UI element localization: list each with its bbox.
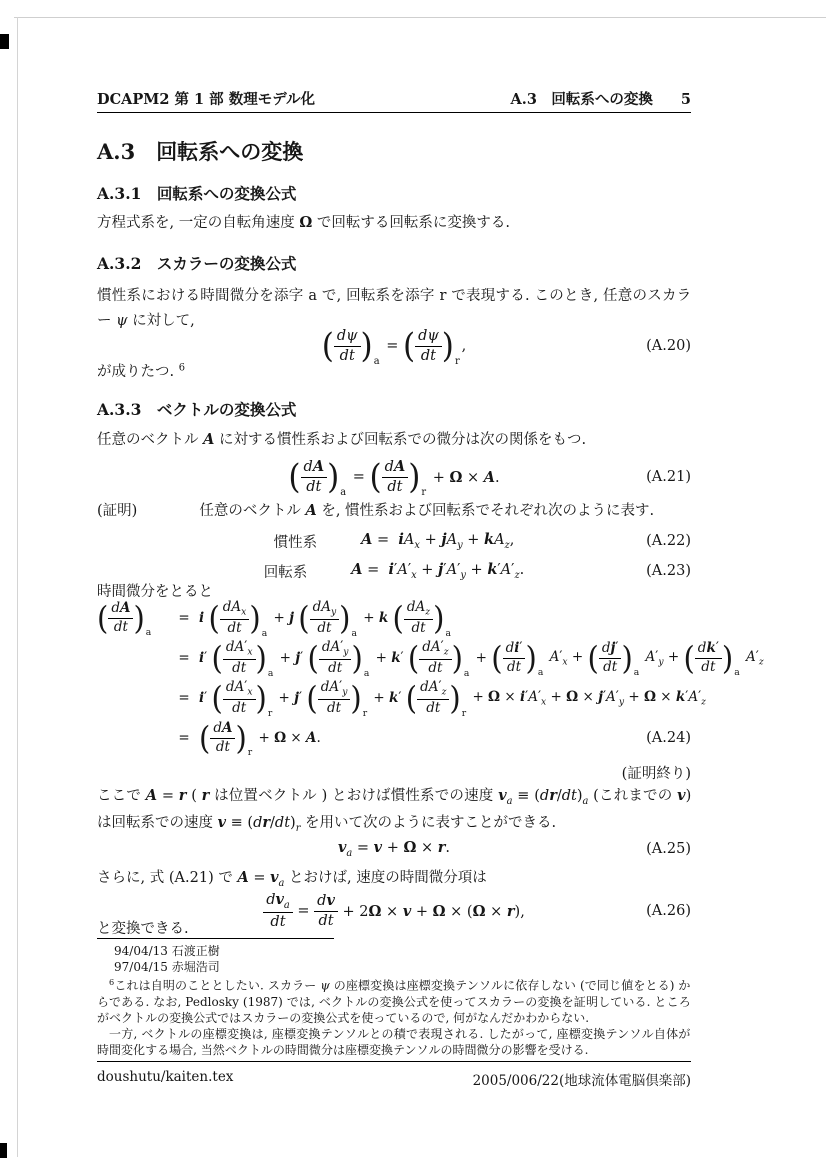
equation-number: (A.20)	[646, 338, 691, 354]
proof-label: (証明)	[97, 503, 138, 519]
equation-number: (A.26)	[646, 903, 691, 919]
paragraph-after-a20: が成りたつ. $^6$	[97, 362, 185, 380]
derivation-rhs	[199, 598, 453, 640]
close-paren: )	[255, 679, 267, 716]
frame-subscript: a	[363, 668, 370, 680]
derivation-rhs	[199, 638, 764, 680]
close-paren: )	[249, 599, 261, 636]
close-paren: )	[451, 639, 463, 676]
fraction	[97, 599, 153, 639]
fraction	[369, 457, 428, 499]
open-paren: (	[369, 457, 382, 497]
numerator: $dv_a$	[263, 892, 293, 913]
denominator: dt	[387, 478, 403, 495]
math-text: $A = i'A'_x + j'A'_y + k'A'_z$.	[351, 561, 525, 581]
numerator: di′	[503, 641, 526, 659]
section-title-a33: A.3.3 ベクトルの変換公式	[97, 400, 297, 419]
fraction	[321, 326, 382, 368]
fraction	[405, 678, 468, 720]
fraction	[306, 678, 369, 720]
close-paren: )	[721, 639, 734, 676]
derivation-rhs	[199, 678, 706, 720]
math-text: $v_a = v + \Omega \times r$.	[337, 839, 451, 859]
math-text: $A'_x$ +	[549, 648, 584, 668]
scan-artifact-blob	[0, 1143, 7, 1158]
numerator: $dA'_z$	[419, 640, 451, 660]
paragraph-a31: 方程式系を, 一定の自転角速度 Ω で回転する回転系に変換する.	[97, 214, 510, 231]
fraction	[211, 638, 276, 680]
close-paren: )	[350, 679, 362, 716]
derivation-row	[97, 638, 764, 680]
math-text: + k	[363, 610, 389, 626]
equation-content	[321, 326, 467, 368]
frame-subscript: a	[351, 628, 357, 640]
numerator: dψ	[334, 328, 361, 347]
paragraph-time-derivative: 時間微分をとると	[97, 584, 213, 600]
paragraph-a33: 任意のベクトル A に対する慣性系および回転系での微分は次の関係をもつ.	[97, 431, 587, 448]
close-paren: )	[235, 719, 247, 756]
equation-label: 慣性系	[273, 534, 318, 551]
footnote-rule	[97, 938, 334, 939]
open-paren: (	[211, 679, 223, 716]
frame-subscript: r	[247, 747, 253, 759]
numerator: $dA'_x$	[223, 680, 256, 700]
fraction-bar	[415, 328, 442, 364]
fraction	[307, 638, 371, 680]
math-text: + k′	[373, 690, 402, 706]
denominator: dt	[603, 658, 618, 675]
numerator: dA	[301, 459, 328, 478]
fraction	[491, 639, 545, 679]
frame-subscript: a	[734, 667, 740, 679]
equation-a25	[97, 834, 691, 864]
math-text: + 2Ω × v + Ω × (Ω × r),	[342, 902, 525, 920]
math-text: +	[475, 650, 487, 666]
fraction-bar	[599, 641, 622, 675]
close-paren: )	[327, 457, 340, 497]
open-paren: (	[199, 719, 211, 756]
scan-artifact-line	[17, 17, 18, 1157]
derivation-rhs	[199, 719, 321, 759]
open-paren: (	[321, 326, 334, 366]
fraction	[402, 326, 462, 368]
frame-subscript: a	[267, 668, 274, 680]
denominator: dt	[232, 659, 247, 676]
close-paren: )	[621, 639, 633, 676]
fraction-bar	[404, 600, 433, 637]
footnote-dates	[114, 943, 691, 975]
proof-end-label: (証明終り)	[621, 766, 691, 782]
math-text: + k′	[375, 650, 404, 666]
fraction	[392, 598, 453, 640]
denominator: dt	[113, 618, 128, 635]
open-paren: (	[402, 326, 416, 366]
frame-subscript: a	[340, 487, 347, 499]
numerator: $dA'_y$	[318, 680, 351, 700]
derivation-lhs	[97, 599, 169, 639]
header-section-title: A.3 回転系への変換	[510, 91, 653, 108]
close-paren: )	[441, 326, 454, 366]
section-title-a3: A.3 回転系への変換	[97, 139, 304, 164]
denominator: dt	[232, 699, 247, 716]
header-left: DCAPM2 第 1 部 数理モデル化	[97, 91, 315, 108]
frame-subscript: a	[463, 668, 470, 680]
footer-right: 2005/006/22(地球流体電脳倶楽部)	[472, 1073, 691, 1089]
equals-sign: =	[178, 610, 190, 626]
proof-intro: 任意のベクトル A を, 慣性系および回転系でそれぞれ次のように表す.	[199, 502, 655, 519]
math-text: + Ω × A.	[258, 730, 321, 746]
numerator: dA	[210, 721, 235, 739]
denominator: dt	[306, 478, 322, 495]
numerator: dA	[108, 601, 133, 619]
math-text: + j	[273, 610, 294, 626]
close-paren: )	[255, 639, 267, 676]
numerator: dv	[314, 893, 338, 912]
frame-subscript: a	[633, 667, 640, 679]
open-paren: (	[288, 457, 301, 497]
footnote-text-6b: 一方, ベクトルの座標変換は, 座標変換テンソルとの積で表現される. したがって, 座標変換テンソル自体が時間変化する場合, 当然ベクトルの時間微分は座標変換テンソルの時間微分の影響を受ける.	[97, 1026, 691, 1057]
derivation-row	[97, 718, 691, 758]
numerator: $dA'_z$	[417, 680, 449, 700]
denominator: dt	[411, 619, 426, 636]
open-paren: (	[208, 599, 220, 636]
section-title-a32: A.3.2 スカラーの変換公式	[97, 254, 297, 273]
footnote-text-6: $^6$これは自明のこととしたい. スカラー ψ の座標変換は座標変換テンソルに依存しない (で同じ値をとる) からである. なお, Pedlosky (1987) では, ベクトルの変換公式を使ってスカラーの変換を証明している. ところがベクトルの変換公式ではスカラーの変換公式を使っているので, 何がなんだかわからない.	[97, 977, 691, 1025]
numerator: dψ	[415, 328, 442, 347]
equation-label: 回転系	[263, 564, 308, 581]
numerator: dj′	[599, 641, 622, 659]
numerator: $dA_z$	[404, 600, 433, 620]
equation-number: (A.23)	[646, 563, 691, 579]
frame-subscript: r	[454, 356, 460, 368]
math-text: i′	[199, 650, 208, 666]
page-footer	[97, 1061, 691, 1089]
fraction-bar	[319, 640, 352, 677]
math-text: + j′	[279, 650, 304, 666]
open-paren: (	[407, 639, 420, 676]
fraction-bar	[503, 641, 526, 675]
open-paren: (	[683, 639, 695, 676]
proof-start-line	[97, 499, 691, 524]
denominator: dt	[339, 347, 355, 364]
numerator: $dA_y$	[310, 600, 340, 620]
fraction-bar	[223, 640, 256, 677]
math-text: $A'_y$ +	[645, 648, 680, 668]
frame-subscript: r	[362, 708, 368, 720]
frame-subscript: a	[537, 667, 544, 679]
denominator: dt	[420, 347, 436, 364]
denominator: dt	[426, 699, 441, 716]
close-paren: )	[360, 326, 373, 366]
equation-a21	[97, 452, 691, 502]
paragraph-before-a26: さらに, 式 (A.21) で $A = v_a$ とおけば, 速度の時間微分項は	[97, 869, 487, 889]
math-text: i′	[199, 690, 208, 706]
frame-subscript: r	[267, 708, 273, 720]
frame-subscript: a	[445, 628, 451, 640]
close-paren: )	[408, 457, 421, 497]
footnote-date-line: 94/04/13 石渡正樹	[114, 944, 220, 958]
open-paren: (	[97, 599, 109, 636]
fraction-bar	[223, 680, 256, 717]
denominator: dt	[507, 658, 522, 675]
close-paren: )	[351, 639, 363, 676]
equation-content	[264, 561, 524, 582]
open-paren: (	[491, 639, 503, 676]
open-paren: (	[307, 639, 319, 676]
equation-number: (A.25)	[646, 841, 691, 857]
close-paren: )	[449, 679, 461, 716]
fraction	[683, 639, 741, 679]
scan-artifact-blob	[0, 34, 9, 49]
denominator: dt	[327, 699, 342, 716]
fraction-bar	[419, 640, 451, 677]
denominator: dt	[227, 619, 242, 636]
equation-number: (A.24)	[646, 730, 691, 746]
numerator: $dA_x$	[220, 600, 250, 620]
header-rule	[97, 112, 691, 113]
page-header	[97, 88, 691, 109]
fraction-bar	[108, 601, 133, 635]
fraction	[208, 598, 269, 640]
denominator: dt	[701, 658, 716, 675]
fraction-bar	[310, 600, 340, 637]
fraction-bar	[695, 641, 722, 675]
equation-a24-derivation	[97, 598, 764, 759]
equation-content	[274, 531, 515, 552]
page-number: 5	[680, 91, 691, 108]
math-text: ,	[461, 338, 467, 354]
fraction-bar	[334, 328, 361, 364]
frame-subscript: a	[145, 627, 152, 639]
numerator: $dA'_y$	[319, 640, 352, 660]
denominator: dt	[318, 912, 334, 929]
fraction	[587, 639, 642, 679]
fraction-bar	[210, 721, 235, 755]
footnote-block	[97, 938, 691, 1059]
fraction	[288, 457, 348, 499]
fraction-bar	[301, 459, 328, 495]
numerator: dk′	[695, 641, 722, 659]
paragraph-after-a26: と変換できる.	[97, 921, 189, 937]
paragraph-after-a24: ここで A = r ( r は位置ベクトル ) とおけば慣性系での速度 $v_a \equiv (dr/dt)_a$ (これまでの v) は回転系での速度 $v \equiv (dr/dt)_r$ を用いて次のように表すことができる.	[97, 787, 692, 834]
footer-left: doushutu/kaiten.tex	[97, 1069, 234, 1085]
numerator: dA	[382, 459, 409, 478]
paragraph-a32: 慣性系における時間微分を添字 a で, 回転系を添字 r で表現する. このとき, 任意のスカラー ψ に対して,	[97, 288, 692, 329]
math-text: $A'_z$	[745, 648, 764, 668]
fraction-bar	[382, 459, 409, 495]
math-text: =	[386, 338, 399, 354]
math-text: + $\Omega \times i'A'_x + \Omega \times j'A'_y + \Omega \times k'A'_z$	[472, 688, 706, 708]
fraction-bar	[220, 600, 250, 637]
open-paren: (	[392, 599, 404, 636]
close-paren: )	[133, 599, 145, 636]
open-paren: (	[211, 639, 223, 676]
fraction	[199, 719, 254, 759]
math-text: =	[352, 469, 365, 485]
math-text: $A = iA_x + jA_y + kA_z$,	[361, 531, 515, 551]
denominator: dt	[317, 619, 332, 636]
fraction	[407, 638, 471, 680]
close-paren: )	[433, 599, 445, 636]
fraction	[298, 598, 359, 640]
denominator: dt	[270, 913, 286, 930]
math-text: + Ω × A.	[432, 468, 500, 486]
frame-subscript: a	[373, 356, 380, 368]
header-right	[511, 88, 691, 109]
math-text: + j′	[278, 690, 303, 706]
open-paren: (	[587, 639, 599, 676]
derivation-row	[97, 678, 706, 720]
fraction-bar	[318, 680, 351, 717]
open-paren: (	[405, 679, 418, 716]
close-paren: )	[339, 599, 351, 636]
equation-number: (A.21)	[646, 469, 691, 485]
frame-subscript: a	[261, 628, 268, 640]
frame-subscript: r	[421, 487, 427, 499]
close-paren: )	[525, 639, 537, 676]
equals-sign: =	[178, 730, 190, 746]
denominator: dt	[215, 738, 230, 755]
frame-subscript: r	[461, 708, 467, 720]
equation-number: (A.22)	[646, 533, 691, 549]
equation-content	[288, 457, 500, 499]
equation-content	[338, 839, 450, 859]
section-title-a31: A.3.1 回転系への変換公式	[97, 184, 297, 203]
fraction	[211, 678, 275, 720]
denominator: dt	[428, 659, 443, 676]
equals-sign: =	[178, 650, 190, 666]
fraction-bar	[417, 680, 449, 717]
open-paren: (	[298, 599, 310, 636]
math-text: i	[199, 610, 205, 626]
denominator: dt	[328, 659, 343, 676]
equation-a22	[97, 528, 691, 554]
numerator: $dA'_x$	[223, 640, 256, 660]
derivation-row	[97, 598, 691, 638]
math-text: =	[297, 903, 310, 919]
equals-sign: =	[178, 690, 190, 706]
open-paren: (	[306, 679, 318, 716]
footnote-date-line: 97/04/15 赤堀浩司	[114, 960, 220, 975]
